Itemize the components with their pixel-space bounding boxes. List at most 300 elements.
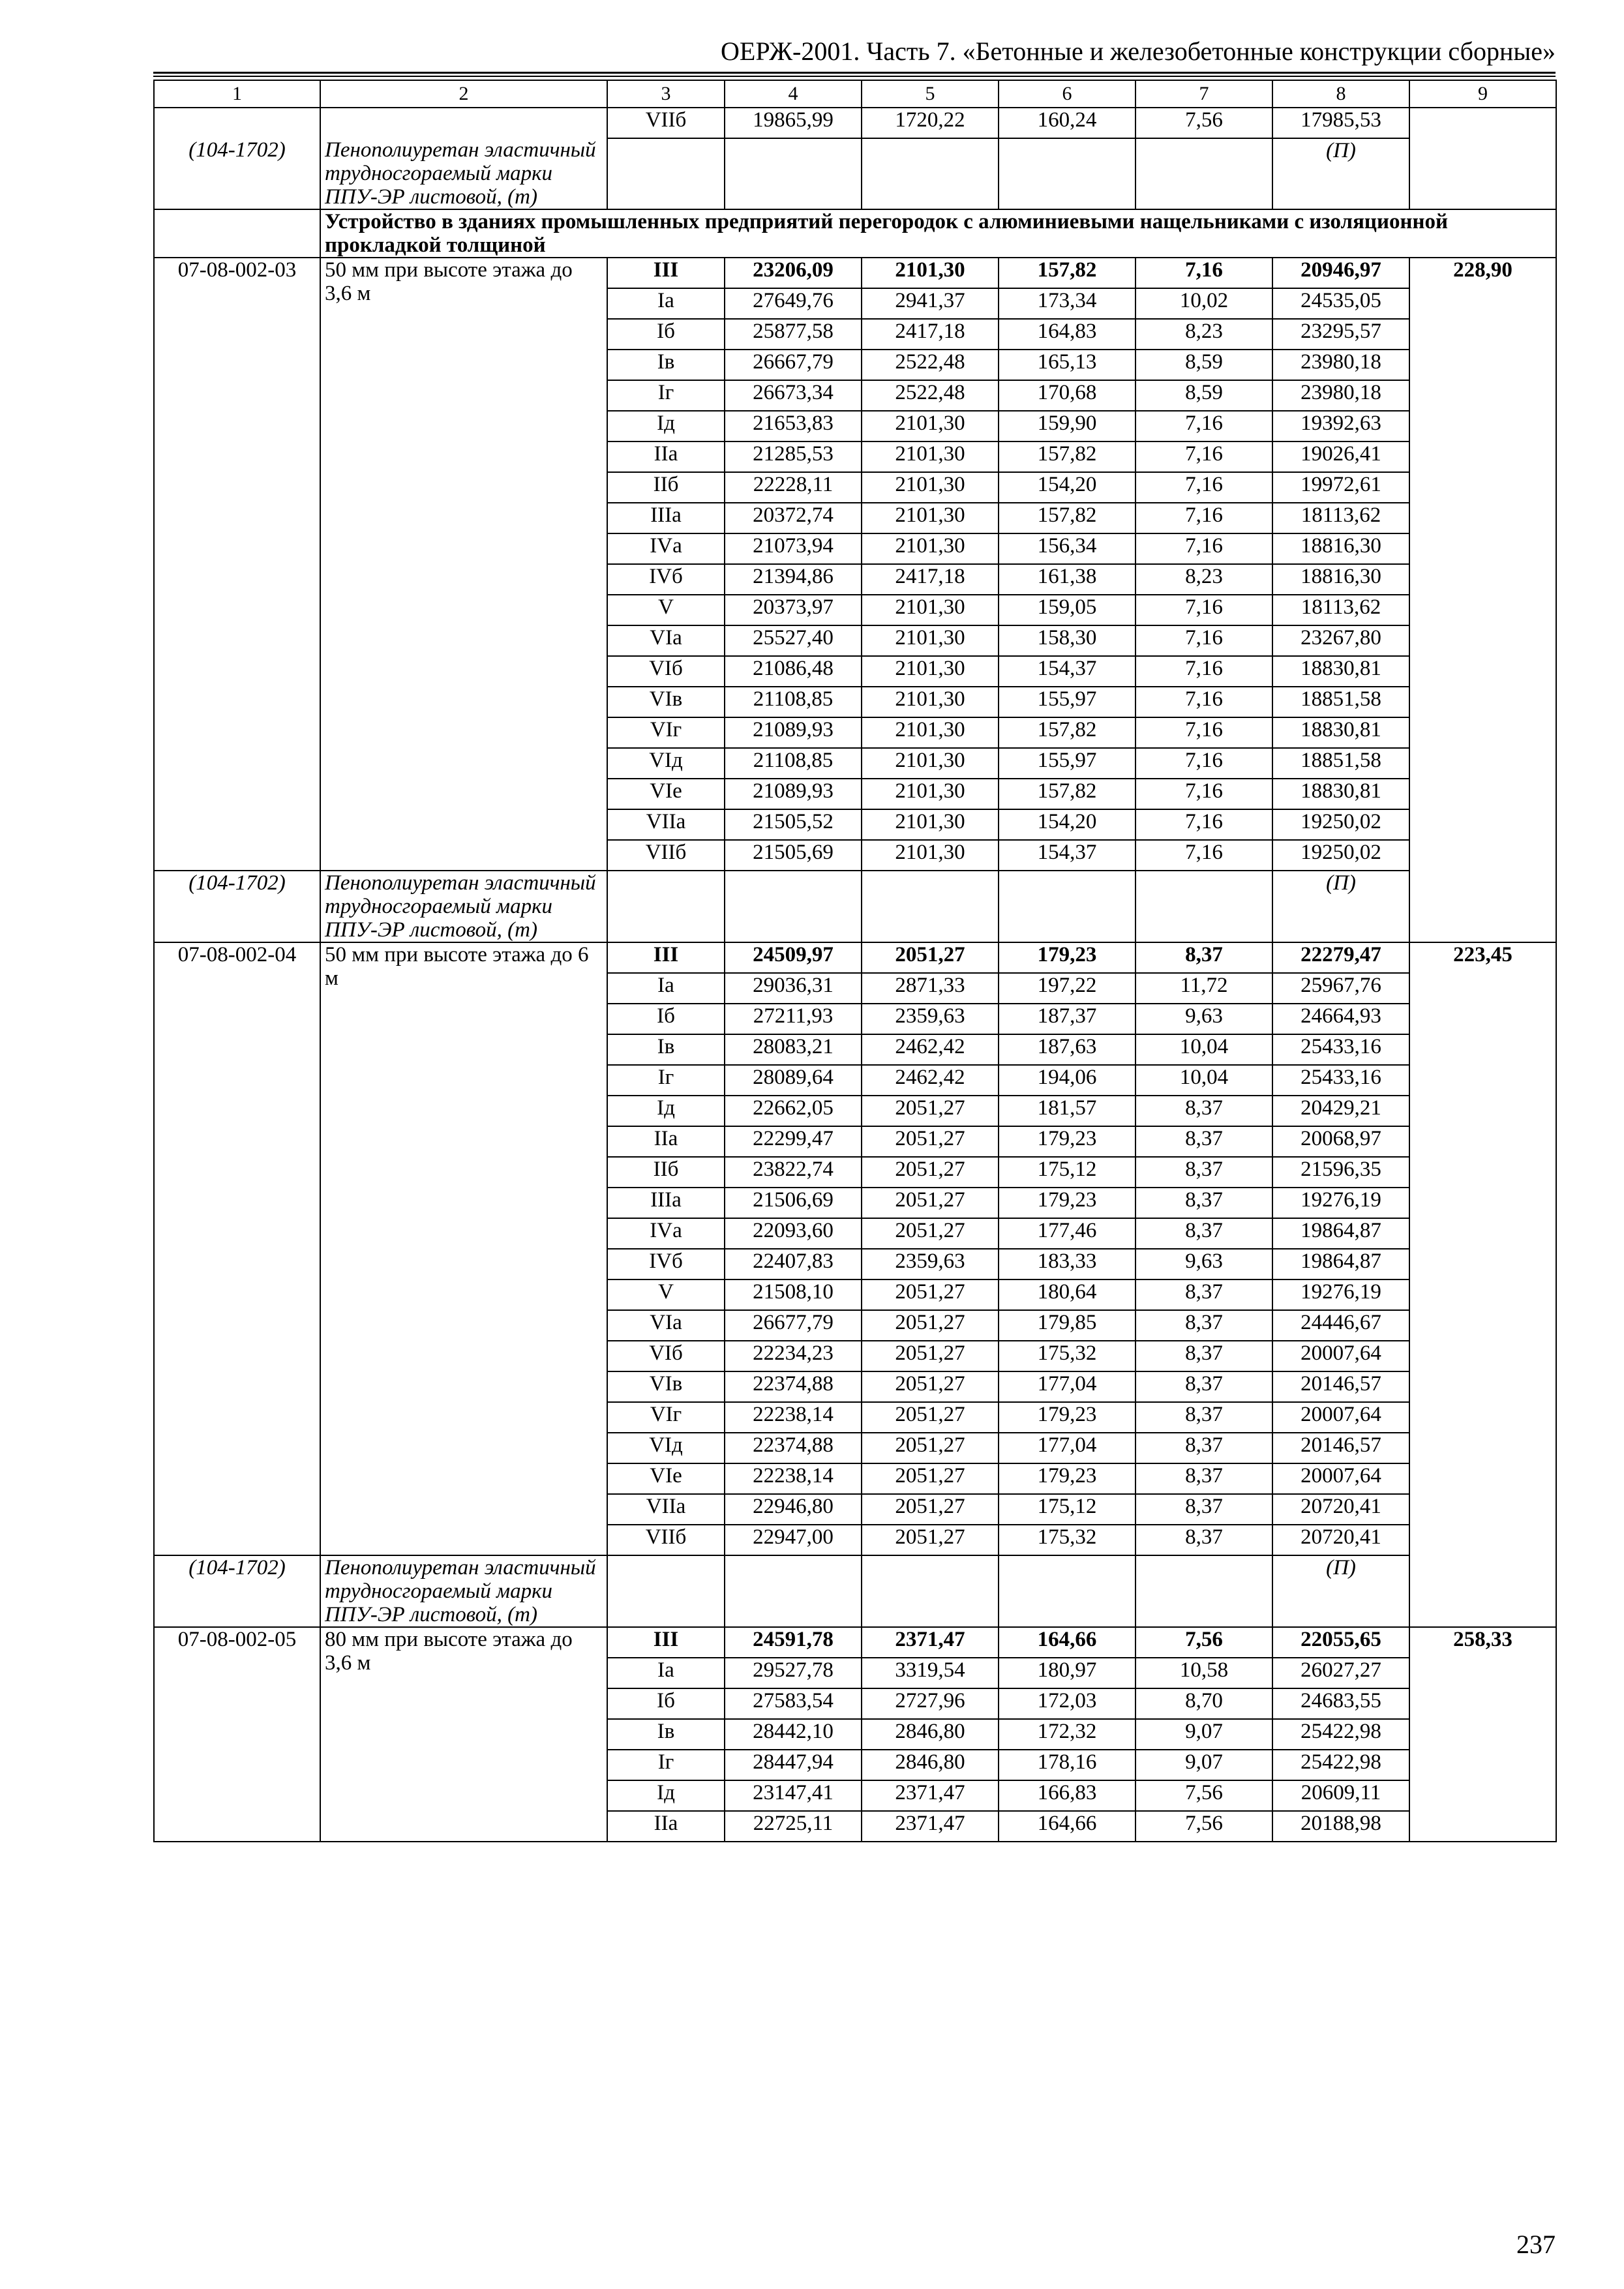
value-cell-c6: 170,68 [999,380,1135,411]
value-cell-c8: 20720,41 [1272,1494,1409,1525]
value-cell-c5: 2462,42 [862,1065,999,1096]
value-cell-c8: 24664,93 [1272,1004,1409,1034]
value-cell-c6: 154,37 [999,840,1135,871]
section-title: Устройство в зданиях промышленных предприятий перегородок с алюминиевыми нащельниками с изоляционной прокладкой толщиной [320,209,1556,258]
value-cell-c6: 154,20 [999,472,1135,503]
value-cell-c4: 23147,41 [725,1780,862,1811]
value-cell-c6: 194,06 [999,1065,1135,1096]
value-cell-c5: 2101,30 [862,779,999,809]
section-row [154,209,1556,258]
value-cell-c4: 27583,54 [725,1688,862,1719]
value-cell-c8: 25967,76 [1272,973,1409,1004]
value-cell-c8: 18851,58 [1272,687,1409,717]
value-cell-c8: 19250,02 [1272,840,1409,871]
zone-cell: VIIа [607,809,725,840]
zone-cell: IVа [607,1218,725,1249]
value-cell-c5: 2941,37 [862,288,999,319]
value-cell-c7: 7,56 [1135,1627,1272,1658]
value-cell-c6: 164,83 [999,319,1135,350]
value-cell-c7: 8,37 [1135,942,1272,973]
empty-cell [999,1555,1135,1627]
value-cell-c8: 19864,87 [1272,1249,1409,1279]
zone-cell: Iа [607,288,725,319]
zone-cell: VIг [607,717,725,748]
value-cell-c6: 157,82 [999,503,1135,533]
value-cell-c5: 2371,47 [862,1780,999,1811]
labor-cost-cell: 258,33 [1409,1627,1556,1842]
zone-cell: IIа [607,441,725,472]
norm-description: 80 мм при высоте этажа до 3,6 м [320,1627,607,1842]
value-cell-c4: 20372,74 [725,503,862,533]
column-number: 4 [725,80,862,108]
value-cell-c5: 2051,27 [862,1126,999,1157]
value-cell-c6: 157,82 [999,717,1135,748]
empty-cell [607,138,725,209]
zone-cell: Iд [607,1780,725,1811]
value-cell-c6: 179,23 [999,1126,1135,1157]
value-cell-c6: 172,03 [999,1688,1135,1719]
zone-cell: Iг [607,1750,725,1780]
value-cell-c7: 7,16 [1135,441,1272,472]
value-cell-c8: 19972,61 [1272,472,1409,503]
value-cell-c8: 19276,19 [1272,1188,1409,1218]
material-name: Пенополиуретан эластичный трудносгораемый марки ППУ-ЭР листовой, (т) [320,138,607,209]
zone-cell: Iд [607,1096,725,1126]
empty-cell [862,1555,999,1627]
empty-cell [999,138,1135,209]
value-cell-c5: 2051,27 [862,1494,999,1525]
value-cell-c6: 157,82 [999,441,1135,472]
zone-cell: IIа [607,1811,725,1842]
value-cell-c6: 177,46 [999,1218,1135,1249]
value-cell-c8: 18830,81 [1272,656,1409,687]
value-cell-c4: 25527,40 [725,625,862,656]
value-cell-c8: 24535,05 [1272,288,1409,319]
value-cell-c4: 26673,34 [725,380,862,411]
material-code: (104-1702) [154,1555,320,1627]
value-cell-c7: 7,16 [1135,472,1272,503]
value-cell-c7: 10,02 [1135,288,1272,319]
value-cell-c5: 2051,27 [862,942,999,973]
column-number: 2 [320,80,607,108]
value-cell-c6: 161,38 [999,564,1135,595]
value-cell-c8: 20007,64 [1272,1402,1409,1433]
value-cell-c7: 7,16 [1135,258,1272,288]
zone-cell: Iб [607,319,725,350]
empty-cell [1135,1555,1272,1627]
value-cell-c7: 8,70 [1135,1688,1272,1719]
empty-cell [862,138,999,209]
zone-cell: V [607,1279,725,1310]
value-cell-c7: 8,37 [1135,1433,1272,1463]
value-cell-c7: 10,04 [1135,1034,1272,1065]
value-cell-c6: 159,05 [999,595,1135,625]
material-row [154,871,1556,942]
value-cell-c4: 22234,23 [725,1341,862,1371]
value-cell-c8: 18816,30 [1272,533,1409,564]
value-cell-c4: 28083,21 [725,1034,862,1065]
value-cell-c7: 7,16 [1135,411,1272,441]
value-cell-c4: 21285,53 [725,441,862,472]
value-cell-c7: 8,59 [1135,380,1272,411]
value-cell-c5: 2051,27 [862,1157,999,1188]
value-cell-c5: 2051,27 [862,1433,999,1463]
value-cell-c7: 8,37 [1135,1126,1272,1157]
value-cell-c4: 22374,88 [725,1433,862,1463]
value-cell-c5: 2101,30 [862,748,999,779]
value-cell-c7: 11,72 [1135,973,1272,1004]
zone-cell: VIа [607,625,725,656]
value-cell-c7: 8,37 [1135,1157,1272,1188]
zone-cell: VIв [607,687,725,717]
zone-cell: Iг [607,380,725,411]
value-cell-c4: 21108,85 [725,687,862,717]
value-cell-c4: 21506,69 [725,1188,862,1218]
value-cell-c7: 7,56 [1135,1780,1272,1811]
value-cell-c4: 22238,14 [725,1402,862,1433]
zone-cell: Iв [607,1034,725,1065]
zone-cell: Iв [607,1719,725,1750]
value-cell-c5: 2727,96 [862,1688,999,1719]
zone-cell: IIа [607,1126,725,1157]
value-cell-c7: 8,23 [1135,319,1272,350]
zone-cell: III [607,942,725,973]
value-cell-c5: 2101,30 [862,503,999,533]
value-cell-c7: 7,16 [1135,656,1272,687]
zone-cell: Iг [607,1065,725,1096]
material-name: Пенополиуретан эластичный трудносгораемый марки ППУ-ЭР листовой, (т) [320,871,607,942]
value-cell-c5: 2846,80 [862,1750,999,1780]
value-cell-c8: 19392,63 [1272,411,1409,441]
value-cell-c6: 197,22 [999,973,1135,1004]
norm-code: 07-08-002-03 [154,258,320,871]
column-number-row [154,80,1556,108]
value-cell-c6: 177,04 [999,1433,1135,1463]
value-cell-c4: 23822,74 [725,1157,862,1188]
labor-cost-cell: 228,90 [1409,258,1556,942]
value-cell-c6: 158,30 [999,625,1135,656]
value-cell-c8: 23267,80 [1272,625,1409,656]
value-cell-c8: 18113,62 [1272,595,1409,625]
value-cell-c4: 28089,64 [725,1065,862,1096]
value-cell-c6: 175,32 [999,1525,1135,1555]
value-cell-c5: 2051,27 [862,1463,999,1494]
value-cell-c7: 7,56 [1135,108,1272,138]
material-code: (104-1702) [154,138,320,209]
empty-cell [607,1555,725,1627]
value-cell-c6: 166,83 [999,1780,1135,1811]
value-cell-c8: 20146,57 [1272,1433,1409,1463]
value-cell-c5: 2101,30 [862,840,999,871]
value-cell-c6: 179,85 [999,1310,1135,1341]
column-number: 6 [999,80,1135,108]
value-cell-c4: 22299,47 [725,1126,862,1157]
value-cell-c7: 7,16 [1135,779,1272,809]
table-row [154,258,1556,288]
value-cell-c6: 164,66 [999,1811,1135,1842]
empty-cell [320,108,607,138]
empty-cell [154,209,320,258]
value-cell-c4: 21089,93 [725,717,862,748]
value-cell-c4: 22093,60 [725,1218,862,1249]
value-cell-c7: 7,16 [1135,533,1272,564]
zone-cell: Iб [607,1004,725,1034]
value-cell-c6: 178,16 [999,1750,1135,1780]
value-cell-c7: 8,37 [1135,1525,1272,1555]
value-cell-c5: 2101,30 [862,441,999,472]
empty-cell [1135,138,1272,209]
value-cell-c8: 19276,19 [1272,1279,1409,1310]
value-cell-c4: 26667,79 [725,350,862,380]
value-cell-c4: 29036,31 [725,973,862,1004]
value-cell-c6: 165,13 [999,350,1135,380]
value-cell-c8: 20068,97 [1272,1126,1409,1157]
value-cell-c4: 22946,80 [725,1494,862,1525]
value-cell-c5: 2371,47 [862,1627,999,1658]
zone-cell: VIIа [607,1494,725,1525]
value-cell-c6: 157,82 [999,779,1135,809]
norm-code: 07-08-002-05 [154,1627,320,1842]
value-cell-c7: 8,37 [1135,1371,1272,1402]
value-cell-c5: 2462,42 [862,1034,999,1065]
value-cell-c7: 8,37 [1135,1494,1272,1525]
value-cell-c8: 20429,21 [1272,1096,1409,1126]
value-cell-c8: 20146,57 [1272,1371,1409,1402]
value-cell-c4: 24509,97 [725,942,862,973]
value-cell-c4: 22374,88 [725,1371,862,1402]
column-number: 8 [1272,80,1409,108]
value-cell-c5: 2101,30 [862,472,999,503]
zone-cell: Iв [607,350,725,380]
value-cell-c4: 21108,85 [725,748,862,779]
running-header: ОЕРЖ-2001. Часть 7. «Бетонные и железобетонные конструкции сборные» [721,37,1556,66]
zone-cell: Iа [607,973,725,1004]
value-cell-c4: 21086,48 [725,656,862,687]
value-cell-c4: 29527,78 [725,1658,862,1688]
value-cell-c5: 2051,27 [862,1218,999,1249]
value-cell-c7: 8,23 [1135,564,1272,595]
value-cell-c7: 7,16 [1135,625,1272,656]
value-cell-c7: 8,37 [1135,1279,1272,1310]
labor-cost-cell: 223,45 [1409,942,1556,1627]
value-cell-c8: 20007,64 [1272,1463,1409,1494]
value-cell-c4: 22947,00 [725,1525,862,1555]
value-cell-c8: 20007,64 [1272,1341,1409,1371]
value-cell-c4: 25877,58 [725,319,862,350]
material-row [154,138,1556,209]
value-cell-c4: 21089,93 [725,779,862,809]
value-cell-c7: 8,37 [1135,1188,1272,1218]
column-number: 3 [607,80,725,108]
value-cell-c6: 179,23 [999,1402,1135,1433]
value-cell-c6: 173,34 [999,288,1135,319]
zone-cell: VIб [607,1341,725,1371]
value-cell-c5: 2101,30 [862,533,999,564]
zone-cell: III [607,1627,725,1658]
value-cell-c5: 2101,30 [862,717,999,748]
value-cell-c8: 20946,97 [1272,258,1409,288]
value-cell-c6: 177,04 [999,1371,1135,1402]
value-cell-c6: 175,32 [999,1341,1135,1371]
zone-cell: VIг [607,1402,725,1433]
value-cell-c6: 175,12 [999,1157,1135,1188]
value-cell-c8: 21596,35 [1272,1157,1409,1188]
zone-cell: VIв [607,1371,725,1402]
value-cell-c4: 27649,76 [725,288,862,319]
value-cell-c7: 9,07 [1135,1719,1272,1750]
value-cell-c6: 180,97 [999,1658,1135,1688]
value-cell-c5: 2051,27 [862,1096,999,1126]
column-number: 9 [1409,80,1556,108]
value-cell-c8: 23295,57 [1272,319,1409,350]
zone-cell: V [607,595,725,625]
material-unit: (П) [1272,871,1409,942]
value-cell-c8: 20720,41 [1272,1525,1409,1555]
material-unit: (П) [1272,1555,1409,1627]
value-cell-c5: 2101,30 [862,809,999,840]
value-cell-c4: 21394,86 [725,564,862,595]
material-name: Пенополиуретан эластичный трудносгораемый марки ППУ-ЭР листовой, (т) [320,1555,607,1627]
value-cell-c4: 21653,83 [725,411,862,441]
zone-cell: IIIа [607,503,725,533]
value-cell-c4: 21505,69 [725,840,862,871]
value-cell-c5: 2101,30 [862,411,999,441]
value-cell-c5: 2101,30 [862,656,999,687]
value-cell-c5: 1720,22 [862,108,999,138]
value-cell-c4: 20373,97 [725,595,862,625]
value-cell-c4: 21073,94 [725,533,862,564]
value-cell-c5: 2417,18 [862,564,999,595]
zone-cell: VIд [607,1433,725,1463]
norm-description: 50 мм при высоте этажа до 6 м [320,942,607,1555]
value-cell-c6: 155,97 [999,687,1135,717]
table-row [154,1627,1556,1658]
value-cell-c8: 25433,16 [1272,1065,1409,1096]
value-cell-c8: 25422,98 [1272,1719,1409,1750]
page-number: 237 [1516,2230,1556,2259]
value-cell-c8: 18830,81 [1272,779,1409,809]
value-cell-c4: 22228,11 [725,472,862,503]
empty-cell [607,871,725,942]
value-cell-c6: 159,90 [999,411,1135,441]
material-unit: (П) [1272,138,1409,209]
zone-cell: III [607,258,725,288]
zone-cell: IVб [607,1249,725,1279]
value-cell-c7: 8,59 [1135,350,1272,380]
empty-cell [999,871,1135,942]
value-cell-c5: 2871,33 [862,973,999,1004]
value-cell-c8: 19026,41 [1272,441,1409,472]
value-cell-c5: 2051,27 [862,1371,999,1402]
zone-cell: Iа [607,1658,725,1688]
value-cell-c4: 23206,09 [725,258,862,288]
value-cell-c5: 2371,47 [862,1811,999,1842]
zone-cell: VIд [607,748,725,779]
value-cell-c6: 155,97 [999,748,1135,779]
zone-cell: Iд [607,411,725,441]
value-cell-c5: 2417,18 [862,319,999,350]
value-cell-c8: 22279,47 [1272,942,1409,973]
value-cell-c7: 7,16 [1135,503,1272,533]
zone-cell: IIб [607,1157,725,1188]
value-cell-c4: 28447,94 [725,1750,862,1780]
zone-cell: VIа [607,1310,725,1341]
value-cell-c4: 26677,79 [725,1310,862,1341]
zone-cell: Iб [607,1688,725,1719]
value-cell-c8: 26027,27 [1272,1658,1409,1688]
value-cell-c5: 2101,30 [862,687,999,717]
value-cell-c4: 22407,83 [725,1249,862,1279]
zone-cell: IVб [607,564,725,595]
value-cell-c8: 20609,11 [1272,1780,1409,1811]
value-cell-c7: 7,16 [1135,687,1272,717]
zone-cell: VIе [607,1463,725,1494]
value-cell-c8: 19250,02 [1272,809,1409,840]
value-cell-c5: 2101,30 [862,625,999,656]
price-table [153,80,1557,1842]
value-cell-c6: 160,24 [999,108,1135,138]
zone-cell: IIIа [607,1188,725,1218]
value-cell-c4: 22725,11 [725,1811,862,1842]
zone-cell: VIе [607,779,725,809]
empty-cell [154,108,320,138]
value-cell-c8: 20188,98 [1272,1811,1409,1842]
value-cell-c8: 25433,16 [1272,1034,1409,1065]
value-cell-c7: 7,56 [1135,1811,1272,1842]
column-number: 5 [862,80,999,108]
zone-cell: VIIб [607,840,725,871]
value-cell-c8: 22055,65 [1272,1627,1409,1658]
norm-code: 07-08-002-04 [154,942,320,1555]
zone-cell: VIб [607,656,725,687]
value-cell-c8: 19864,87 [1272,1218,1409,1249]
value-cell-c8: 24683,55 [1272,1688,1409,1719]
value-cell-c6: 172,32 [999,1719,1135,1750]
zone-cell: IIб [607,472,725,503]
value-cell-c5: 3319,54 [862,1658,999,1688]
value-cell-c7: 7,16 [1135,717,1272,748]
value-cell-c8: 18830,81 [1272,717,1409,748]
value-cell-c5: 2051,27 [862,1341,999,1371]
value-cell-c4: 21508,10 [725,1279,862,1310]
value-cell-c5: 2051,27 [862,1402,999,1433]
value-cell-c6: 179,23 [999,1463,1135,1494]
value-cell-c5: 2051,27 [862,1310,999,1341]
value-cell-c6: 187,37 [999,1004,1135,1034]
value-cell-c7: 7,16 [1135,595,1272,625]
value-cell-c5: 2051,27 [862,1188,999,1218]
value-cell-c4: 24591,78 [725,1627,862,1658]
table-row [154,942,1556,973]
value-cell-c5: 2359,63 [862,1249,999,1279]
value-cell-c5: 2522,48 [862,350,999,380]
value-cell-c5: 2522,48 [862,380,999,411]
value-cell-c8: 24446,67 [1272,1310,1409,1341]
zone-cell: VIIб [607,1525,725,1555]
value-cell-c6: 157,82 [999,258,1135,288]
empty-cell [1409,108,1556,209]
value-cell-c5: 2051,27 [862,1279,999,1310]
value-cell-c6: 183,33 [999,1249,1135,1279]
value-cell-c7: 8,37 [1135,1218,1272,1249]
value-cell-c6: 175,12 [999,1494,1135,1525]
value-cell-c5: 2101,30 [862,595,999,625]
norm-description: 50 мм при высоте этажа до 3,6 м [320,258,607,871]
value-cell-c5: 2051,27 [862,1525,999,1555]
value-cell-c5: 2101,30 [862,258,999,288]
value-cell-c6: 154,37 [999,656,1135,687]
value-cell-c7: 7,16 [1135,840,1272,871]
